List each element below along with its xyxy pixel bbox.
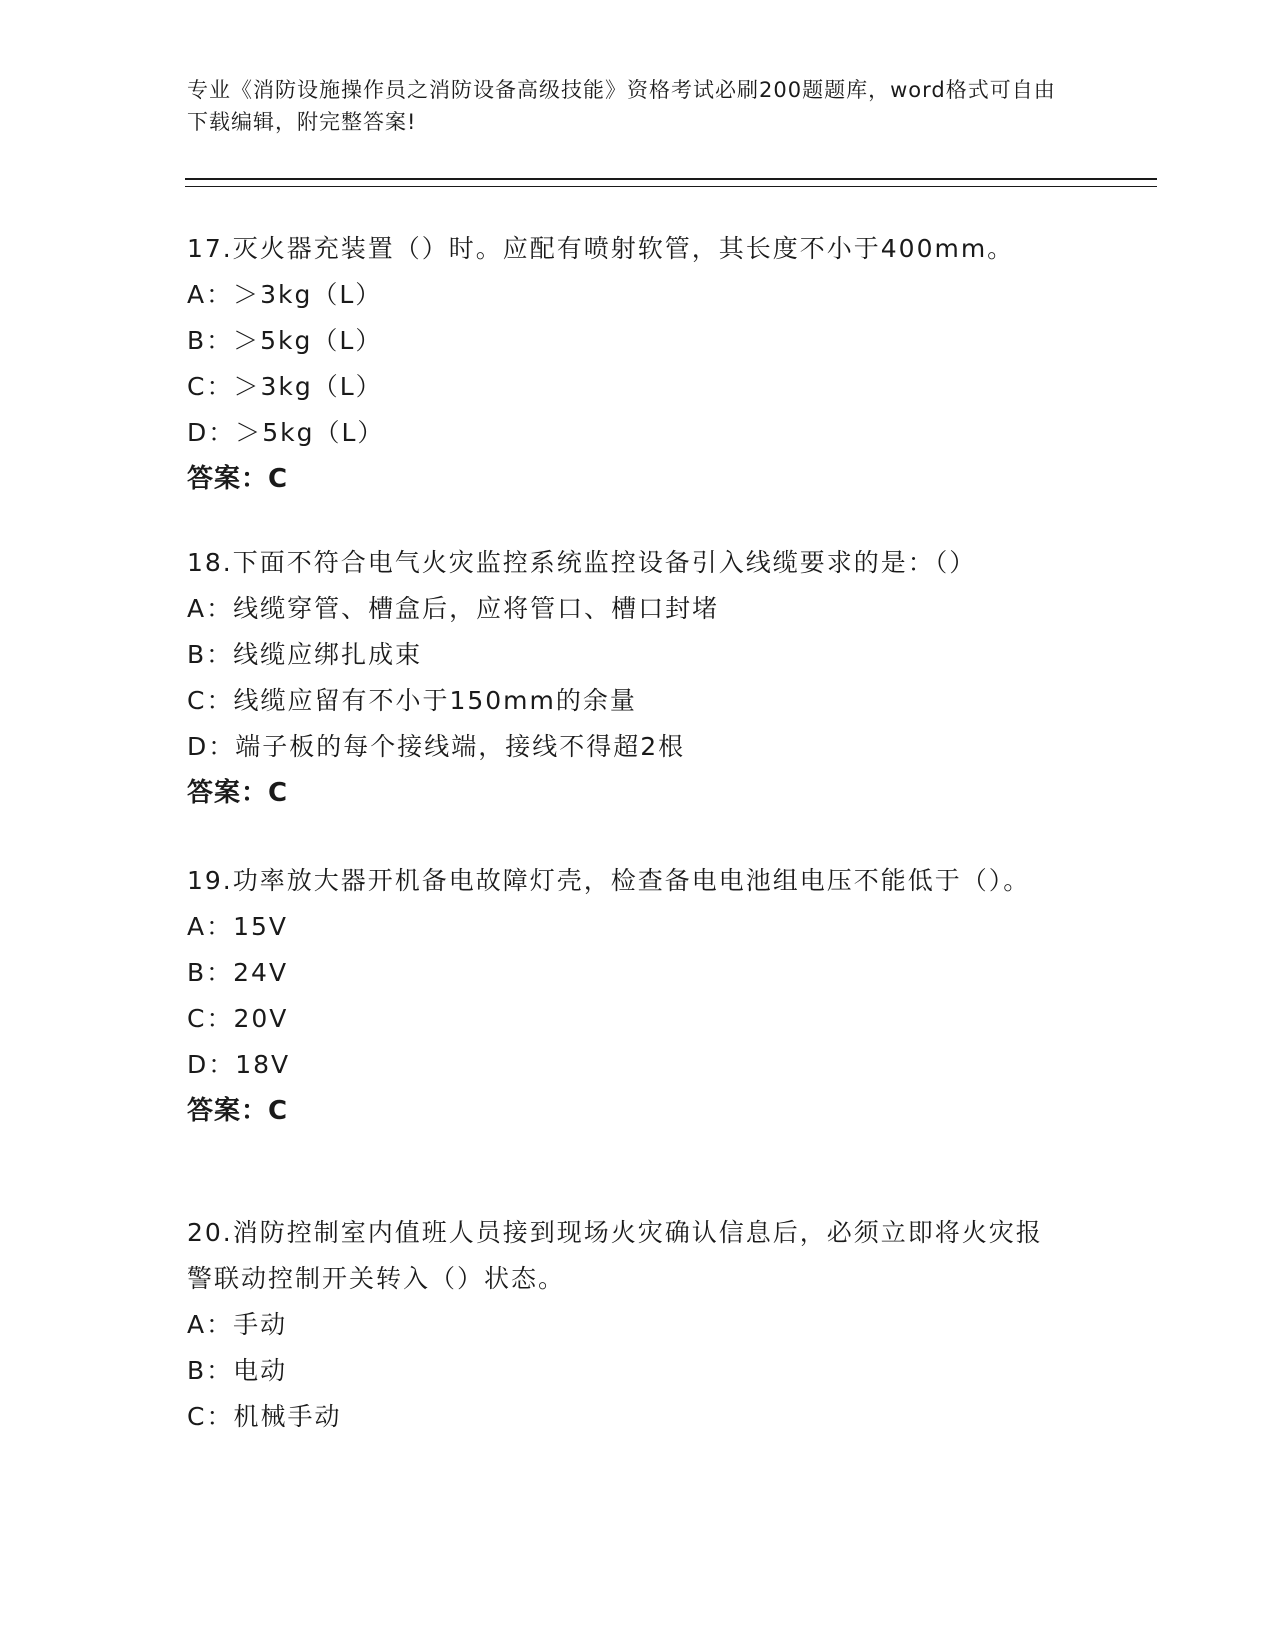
question-stem: 19.功率放大器开机备电故障灯壳，检查备电电池组电压不能低于（）。 — [187, 866, 1031, 895]
question-stem: 18.下面不符合电气火灾监控系统监控设备引入线缆要求的是：（） — [187, 548, 977, 577]
answer: 答案：C — [187, 1096, 289, 1126]
option-a: A：手动 — [187, 1310, 288, 1339]
option-c: C：线缆应留有不小于150mm的余量 — [187, 686, 637, 715]
question-19 — [187, 858, 1047, 1134]
question-stem: 17.灭火器充装置（）时。应配有喷射软管，其长度不小于400mm。 — [187, 234, 1015, 263]
option-c: C：＞3kg（L） — [187, 372, 383, 401]
question-18 — [187, 540, 1087, 816]
question-stem: 20.消防控制室内值班人员接到现场火灾确认信息后，必须立即将火灾报警联动控制开关转入（）状态。 — [187, 1218, 1043, 1293]
option-b: B：线缆应绑扎成束 — [187, 640, 423, 669]
option-b: B：＞5kg（L） — [187, 326, 383, 355]
option-b: B：24V — [187, 958, 289, 987]
option-a: A：线缆穿管、槽盒后，应将管口、槽口封堵 — [187, 594, 720, 623]
document-header: 专业《消防设施操作员之消防设备高级技能》资格考试必刷200题题库，word格式可自由下载编辑，附完整答案! — [187, 78, 1056, 134]
question-20 — [187, 1210, 1057, 1440]
question-17 — [187, 226, 1087, 502]
option-b: B：电动 — [187, 1356, 288, 1385]
option-d: D：端子板的每个接线端，接线不得超2根 — [187, 732, 686, 761]
option-c: C：机械手动 — [187, 1402, 342, 1431]
option-a: A：15V — [187, 912, 289, 941]
option-c: C：20V — [187, 1004, 289, 1033]
option-a: A：＞3kg（L） — [187, 280, 383, 309]
answer: 答案：C — [187, 464, 289, 494]
option-d: D：＞5kg（L） — [187, 418, 385, 447]
answer: 答案：C — [187, 778, 289, 808]
option-d: D：18V — [187, 1050, 291, 1079]
header-divider — [185, 178, 1157, 187]
